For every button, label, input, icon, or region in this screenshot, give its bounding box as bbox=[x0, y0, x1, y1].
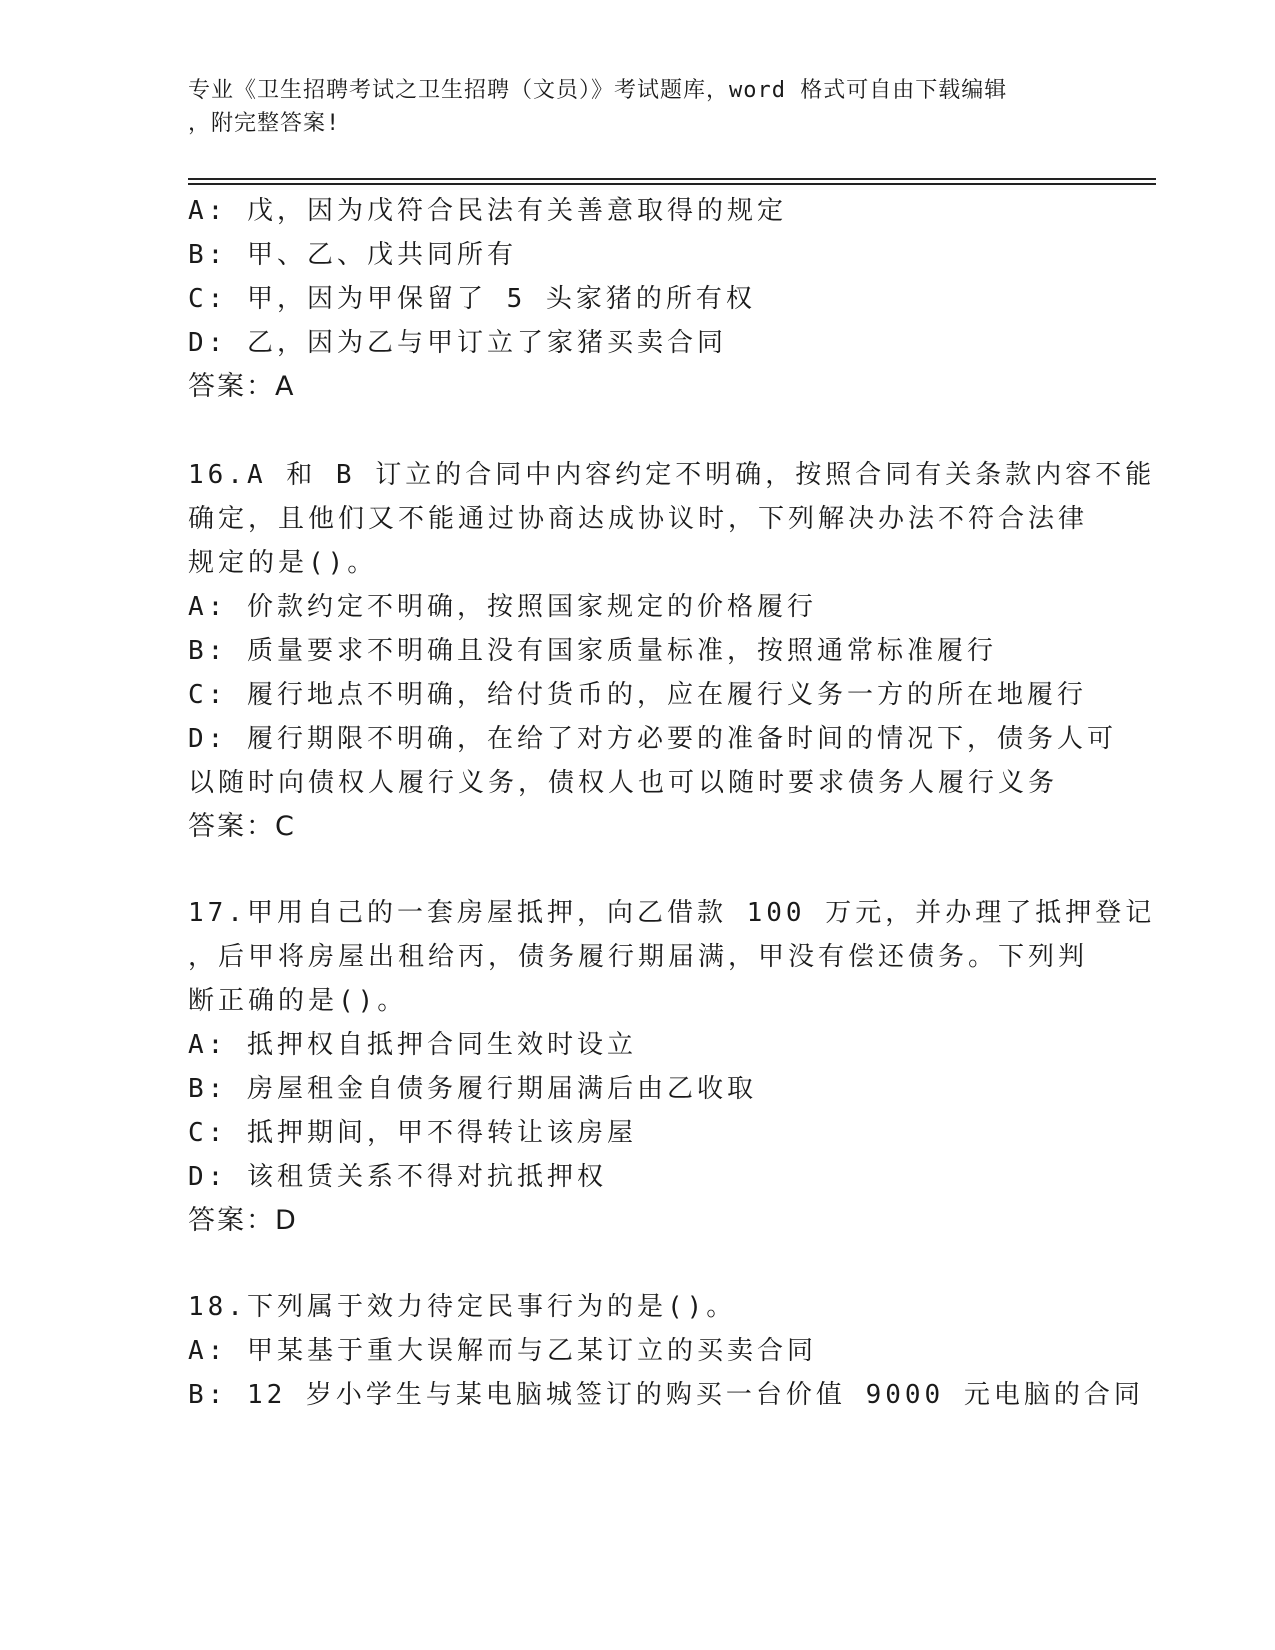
q17-stem-line-1: 17.甲用自己的一套房屋抵押，向乙借款 100 万元，并办理了抵押登记 bbox=[188, 898, 1156, 928]
q16-stem-line-2: 确定，且他们又不能通过协商达成协议时，下列解决办法不符合法律 bbox=[188, 504, 1089, 534]
q16-stem-line-1: 16.A 和 B 订立的合同中内容约定不明确，按照合同有关条款内容不能 bbox=[188, 460, 1156, 490]
q16-stem-line-3: 规定的是()。 bbox=[188, 548, 378, 578]
q17-stem-line-2: ，后甲将房屋出租给丙，债务履行期届满，甲没有偿还债务。下列判 bbox=[188, 942, 1089, 972]
header-line-2: ，附完整答案! bbox=[188, 111, 341, 136]
q16-option-a: A: 价款约定不明确，按照国家规定的价格履行 bbox=[188, 592, 817, 622]
q18-option-a: A: 甲某基于重大误解而与乙某订立的买卖合同 bbox=[188, 1336, 817, 1366]
q16-option-d-line-2: 以随时向债权人履行义务，债权人也可以随时要求债务人履行义务 bbox=[188, 768, 1059, 798]
q16-option-c: C: 履行地点不明确，给付货币的，应在履行义务一方的所在地履行 bbox=[188, 680, 1087, 710]
header-divider-top bbox=[188, 178, 1156, 180]
q15-option-c: C: 甲，因为甲保留了 5 头家猪的所有权 bbox=[188, 284, 756, 314]
q17-answer: 答案：D bbox=[188, 1205, 298, 1236]
q17-option-d: D: 该租赁关系不得对抗抵押权 bbox=[188, 1162, 607, 1192]
q18-stem-line-1: 18.下列属于效力待定民事行为的是()。 bbox=[188, 1292, 737, 1322]
q16-option-d-line-1: D: 履行期限不明确，在给了对方必要的准备时间的情况下，债务人可 bbox=[188, 724, 1117, 754]
q17-option-c: C: 抵押期间，甲不得转让该房屋 bbox=[188, 1118, 637, 1148]
q17-option-a: A: 抵押权自抵押合同生效时设立 bbox=[188, 1030, 637, 1060]
header-divider-bottom bbox=[188, 183, 1156, 185]
header-line-1: 专业《卫生招聘考试之卫生招聘（文员）》考试题库，word 格式可自由下载编辑 bbox=[188, 78, 1008, 103]
q15-option-a: A: 戊，因为戊符合民法有关善意取得的规定 bbox=[188, 196, 787, 226]
q16-option-b: B: 质量要求不明确且没有国家质量标准，按照通常标准履行 bbox=[188, 636, 997, 666]
q17-option-b: B: 房屋租金自债务履行期届满后由乙收取 bbox=[188, 1074, 757, 1104]
q16-answer: 答案：C bbox=[188, 811, 296, 842]
q15-option-b: B: 甲、乙、戊共同所有 bbox=[188, 240, 517, 270]
q18-option-b: B: 12 岁小学生与某电脑城签订的购买一台价值 9000 元电脑的合同 bbox=[188, 1380, 1144, 1410]
document-header bbox=[188, 74, 1078, 140]
q15-option-d: D: 乙，因为乙与甲订立了家猪买卖合同 bbox=[188, 328, 727, 358]
q17-stem-line-3: 断正确的是()。 bbox=[188, 986, 408, 1016]
q15-answer: 答案：A bbox=[188, 371, 296, 402]
